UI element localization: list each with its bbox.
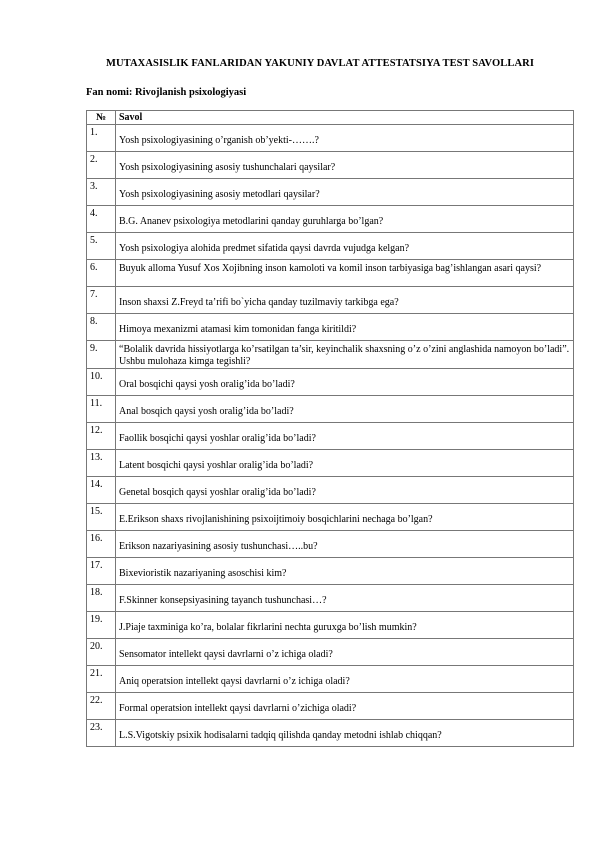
question-number: 7.: [87, 287, 116, 314]
question-text: Bixevioristik nazariyaning asoschisi kim?: [116, 558, 574, 585]
questions-table: [86, 110, 574, 747]
question-text: Yosh psixologiyasining asosiy tushunchalari qaysilar?: [116, 152, 574, 179]
table-row: [87, 639, 574, 666]
question-number: 10.: [87, 369, 116, 396]
questions-body: [87, 125, 574, 747]
question-text: Yosh psixologiyasining asosiy metodlari qaysilar?: [116, 179, 574, 206]
table-header-row: [87, 111, 574, 125]
table-row: [87, 666, 574, 693]
question-text: Latent bosqichi qaysi yoshlar oralig’ida bo’ladi?: [116, 450, 574, 477]
question-number: 2.: [87, 152, 116, 179]
question-text: Anal bosqich qaysi yosh oralig’ida bo’ladi?: [116, 396, 574, 423]
document-title: MUTAXASISLIK FANLARIDAN YAKUNIY DAVLAT ATTESTATSIYA TEST SAVOLLARI: [105, 58, 535, 69]
table-row: [87, 152, 574, 179]
table-row: [87, 314, 574, 341]
table-row: [87, 612, 574, 639]
question-number: 5.: [87, 233, 116, 260]
question-number: 12.: [87, 423, 116, 450]
table-row: [87, 179, 574, 206]
table-row: [87, 260, 574, 287]
table-row: [87, 477, 574, 504]
question-number: 19.: [87, 612, 116, 639]
table-row: [87, 287, 574, 314]
table-row: [87, 585, 574, 612]
question-text: Himoya mexanizmi atamasi kim tomonidan fanga kiritildi?: [116, 314, 574, 341]
question-text: Inson shaxsi Z.Freyd ta’rifi bo`yicha qanday tuzilmaviy tarkibga ega?: [116, 287, 574, 314]
question-text: Formal operatsion intellekt qaysi davrlarni o’zichiga oladi?: [116, 693, 574, 720]
question-number: 13.: [87, 450, 116, 477]
question-number: 9.: [87, 341, 116, 369]
question-text: Buyuk alloma Yusuf Xos Xojibning inson kamoloti va komil inson tarbiyasiga bag’ishlangan asari qaysi?: [116, 260, 574, 287]
question-text: J.Piaje taxminiga ko’ra, bolalar fikrlarini nechta guruxga bo’lish mumkin?: [116, 612, 574, 639]
question-text: Genetal bosqich qaysi yoshlar oralig’ida bo’ladi?: [116, 477, 574, 504]
question-number: 21.: [87, 666, 116, 693]
question-number: 1.: [87, 125, 116, 152]
question-number: 14.: [87, 477, 116, 504]
table-row: [87, 125, 574, 152]
table-row: [87, 396, 574, 423]
question-number: 6.: [87, 260, 116, 287]
table-row: [87, 341, 574, 369]
table-row: [87, 693, 574, 720]
question-text: Yosh psixologiya alohida predmet sifatida qaysi davrda vujudga kelgan?: [116, 233, 574, 260]
question-number: 18.: [87, 585, 116, 612]
question-number: 22.: [87, 693, 116, 720]
question-number: 15.: [87, 504, 116, 531]
table-row: [87, 233, 574, 260]
question-text: B.G. Ananev psixologiya metodlarini qanday guruhlarga bo’lgan?: [116, 206, 574, 233]
question-text: Erikson nazariyasining asosiy tushunchasi…..bu?: [116, 531, 574, 558]
table-row: [87, 558, 574, 585]
question-number: 8.: [87, 314, 116, 341]
table-row: [87, 369, 574, 396]
question-text: Faollik bosqichi qaysi yoshlar oralig’ida bo’ladi?: [116, 423, 574, 450]
question-text: F.Skinner konsepsiyasining tayanch tushunchasi…?: [116, 585, 574, 612]
question-text: Oral bosqichi qaysi yosh oralig’ida bo’ladi?: [116, 369, 574, 396]
question-text: L.S.Vigotskiy psixik hodisalarni tadqiq qilishda qanday metodni ishlab chiqqan?: [116, 720, 574, 747]
question-text: E.Erikson shaxs rivojlanishining psixoijtimoiy bosqichlarini nechaga bo’lgan?: [116, 504, 574, 531]
question-text: Yosh psixologiyasining o’rganish ob’yekti-…….?: [116, 125, 574, 152]
question-text: “Bolalik davrida hissiyotlarga ko’rsatilgan ta’sir, keyinchalik shaxsning o’z o’zini anglashida namoyon bo’ladi”. Ushbu mulohaza kimga tegishli?: [116, 341, 574, 369]
table-row: [87, 720, 574, 747]
table-row: [87, 450, 574, 477]
table-row: [87, 504, 574, 531]
question-number: 16.: [87, 531, 116, 558]
table-row: [87, 423, 574, 450]
question-number: 4.: [87, 206, 116, 233]
question-number: 20.: [87, 639, 116, 666]
header-number: №: [87, 111, 116, 125]
question-number: 11.: [87, 396, 116, 423]
question-number: 17.: [87, 558, 116, 585]
question-text: Aniq operatsion intellekt qaysi davrlarni o’z ichiga oladi?: [116, 666, 574, 693]
table-row: [87, 531, 574, 558]
question-number: 23.: [87, 720, 116, 747]
question-text: Sensomator intellekt qaysi davrlarni o’z ichiga oladi?: [116, 639, 574, 666]
table-row: [87, 206, 574, 233]
subject-name: Fan nomi: Rivojlanish psixologiyasi: [86, 87, 247, 98]
header-question: Savol: [116, 111, 574, 125]
question-number: 3.: [87, 179, 116, 206]
